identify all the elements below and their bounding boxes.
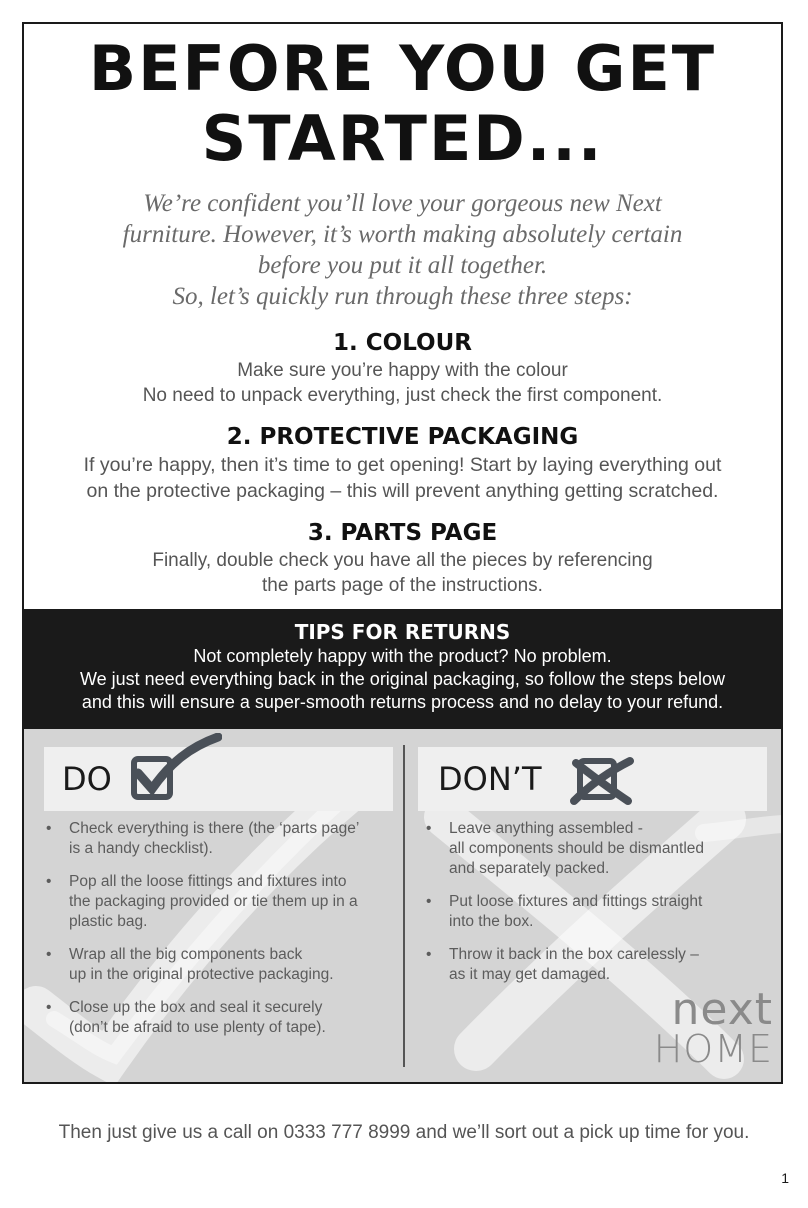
bullet: • [46, 873, 52, 890]
list-item [44, 945, 394, 985]
item-line: all components should be dismantled [449, 840, 705, 857]
item-line: is a handy checklist). [69, 840, 213, 857]
list-item [424, 819, 764, 879]
title-line-2: STARTED... [201, 102, 604, 175]
step-text: on the protective packaging – this will prevent anything getting scratched. [86, 480, 719, 502]
instruction-sheet [22, 22, 783, 1084]
item-line: plastic bag. [69, 913, 148, 930]
item-line: Put loose fixtures and fittings straight [449, 893, 703, 910]
step-text: the parts page of the instructions. [262, 575, 543, 596]
bullet: • [46, 999, 52, 1016]
intro-line-3: before you put it all together. [257, 252, 548, 279]
next-home-logo [653, 984, 773, 1071]
do-list [44, 819, 394, 1051]
column-divider [403, 745, 405, 1067]
item-line: as it may get damaged. [449, 966, 611, 983]
tips-text: We just need everything back in the original packaging, so follow the steps below [79, 669, 726, 689]
bullet: • [46, 946, 52, 963]
item-line: up in the original protective packaging. [69, 966, 334, 983]
do-heading: DO [62, 760, 112, 798]
step-text: Finally, double check you have all the pieces by referencing [152, 550, 653, 571]
item-line: Throw it back in the box carelessly – [449, 946, 699, 963]
crossed-box-icon [568, 753, 636, 809]
dont-heading: DON’T [438, 760, 542, 798]
item-line: (don’t be afraid to use plenty of tape). [69, 1019, 326, 1036]
step-text: No need to unpack everything, just check the first component. [142, 385, 663, 406]
do-dont-panel [24, 729, 781, 1082]
intro-text [34, 188, 771, 312]
step-heading: 2. PROTECTIVE PACKAGING [226, 424, 579, 450]
intro-line-1: We’re confident you’ll love your gorgeous new Next [143, 190, 662, 217]
tips-text: Not completely happy with the product? No problem. [193, 646, 612, 666]
step-text: Make sure you’re happy with the colour [237, 360, 568, 381]
footer-text: Then just give us a call on 0333 777 8999 and we’ll sort out a pick up time for you. [58, 1122, 750, 1143]
logo-line-1: next [671, 984, 773, 1035]
bullet: • [426, 946, 432, 963]
page-title [24, 34, 781, 174]
step-protective-packaging [24, 422, 781, 504]
bullet: • [426, 893, 432, 910]
page-number: 1 [781, 1170, 789, 1186]
do-heading-box [44, 747, 393, 811]
list-item [44, 998, 394, 1038]
item-line: into the box. [449, 913, 534, 930]
item-line: Close up the box and seal it securely [69, 999, 323, 1016]
item-line: Check everything is there (the ‘parts page’ [69, 820, 360, 837]
item-line: Leave anything assembled - [449, 820, 643, 837]
list-item [44, 819, 394, 859]
bullet: • [426, 820, 432, 837]
tips-for-returns-banner [24, 609, 781, 729]
bullet: • [46, 820, 52, 837]
step-colour [24, 328, 781, 408]
item-line: and separately packed. [449, 860, 610, 877]
step-parts-page [24, 518, 781, 598]
title-line-1: BEFORE YOU GET [88, 32, 717, 105]
list-item [44, 872, 394, 932]
item-line: Wrap all the big components back [69, 946, 303, 963]
step-heading: 3. PARTS PAGE [307, 520, 498, 546]
tips-text: and this will ensure a super-smooth returns process and no delay to your refund. [81, 692, 724, 712]
list-item [424, 945, 764, 985]
intro-line-4: So, let’s quickly run through these three steps: [172, 283, 633, 310]
item-line: Pop all the loose fittings and fixtures into [69, 873, 347, 890]
step-text: If you’re happy, then it’s time to get opening! Start by laying everything out [83, 454, 722, 476]
dont-list [424, 819, 764, 998]
list-item [424, 892, 764, 932]
tips-heading: TIPS FOR RETURNS [294, 620, 511, 644]
checked-box-icon [130, 733, 222, 809]
dont-heading-box [418, 747, 767, 811]
item-line: the packaging provided or tie them up in a [69, 893, 358, 910]
intro-line-2: furniture. However, it’s worth making absolutely certain [122, 221, 683, 248]
logo-line-2: HOME [653, 1027, 773, 1071]
step-heading: 1. COLOUR [333, 330, 472, 356]
